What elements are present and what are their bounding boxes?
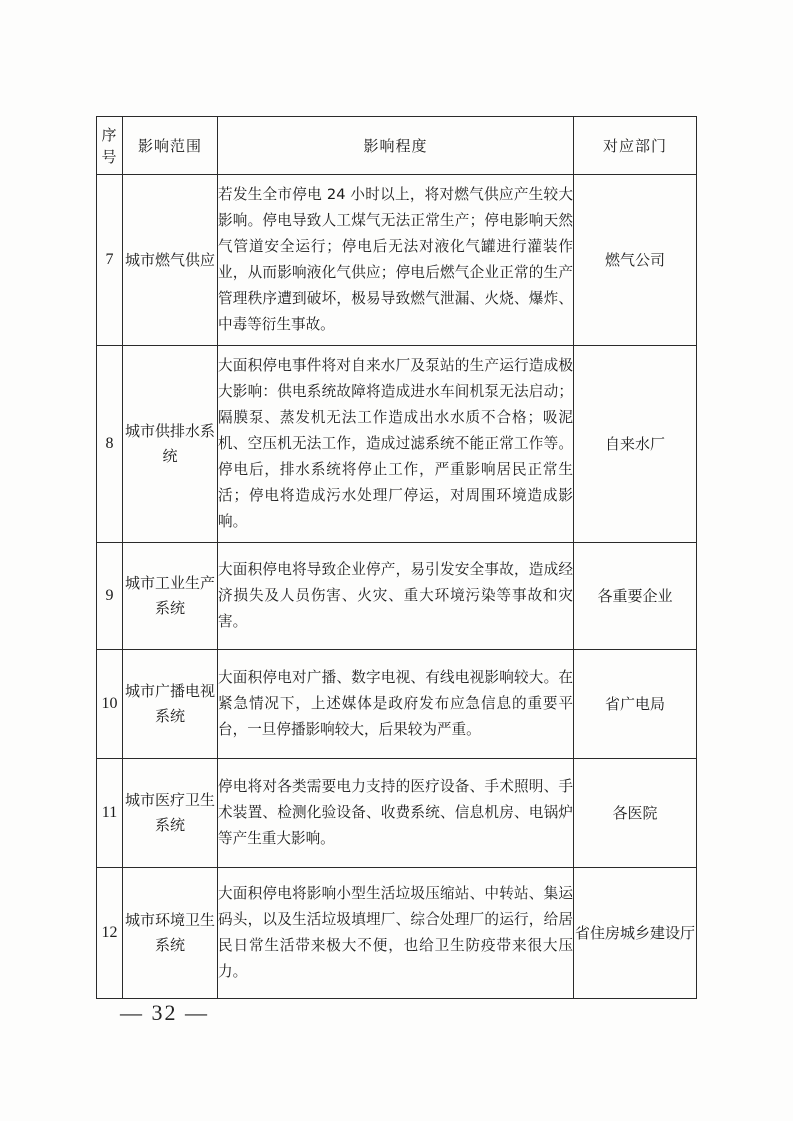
row-dept: 省住房城乡建设厅 xyxy=(574,868,697,999)
page-number: — 32 — xyxy=(120,1000,209,1025)
row-degree: 停电将对各类需要电力支持的医疗设备、手术照明、手术装置、检测化验设备、收费系统、信息机房、电锅炉等产生重大影响。 xyxy=(218,759,574,868)
row-scope: 城市环境卫生系统 xyxy=(123,868,218,999)
row-scope: 城市工业生产系统 xyxy=(123,543,218,650)
row-no: 7 xyxy=(97,175,123,346)
header-dept: 对应部门 xyxy=(574,117,697,175)
row-scope: 城市广播电视系统 xyxy=(123,650,218,759)
row-degree: 大面积停电对广播、数字电视、有线电视影响较大。在紧急情况下，上述媒体是政府发布应急信息的重要平台，一旦停播影响较大，后果较为严重。 xyxy=(218,650,574,759)
row-no: 12 xyxy=(97,868,123,999)
row-degree: 若发生全市停电 24 小时以上，将对燃气供应产生较大影响。停电导致人工煤气无法正常生产；停电影响天然气管道安全运行；停电后无法对液化气罐进行灌装作业，从而影响液化气供应；停电后燃气企业正常的生产管理秩序遭到破坏，极易导致燃气泄漏、火烧、爆炸、中毒等衍生事故。 xyxy=(218,175,574,346)
row-dept: 各医院 xyxy=(574,759,697,868)
row-dept: 各重要企业 xyxy=(574,543,697,650)
row-degree: 大面积停电将导致企业停产，易引发安全事故，造成经济损失及人员伤害、火灾、重大环境污染等事故和灾害。 xyxy=(218,543,574,650)
row-scope: 城市医疗卫生系统 xyxy=(123,759,218,868)
row-degree: 大面积停电将影响小型生活垃圾压缩站、中转站、集运码头，以及生活垃圾填埋厂、综合处理厂的运行，给居民日常生活带来极大不便，也给卫生防疫带来很大压力。 xyxy=(218,868,574,999)
table-header-row xyxy=(97,117,697,175)
row-no: 8 xyxy=(97,346,123,543)
row-dept: 自来水厂 xyxy=(574,346,697,543)
header-no: 序号 xyxy=(97,117,123,175)
row-dept: 省广电局 xyxy=(574,650,697,759)
table-row xyxy=(97,543,697,650)
row-scope: 城市燃气供应 xyxy=(123,175,218,346)
row-no: 9 xyxy=(97,543,123,650)
row-no: 10 xyxy=(97,650,123,759)
header-degree: 影响程度 xyxy=(218,117,574,175)
table-row xyxy=(97,650,697,759)
table-row xyxy=(97,759,697,868)
table-row xyxy=(97,868,697,999)
table-row xyxy=(97,175,697,346)
table-row xyxy=(97,346,697,543)
row-scope: 城市供排水系统 xyxy=(123,346,218,543)
row-degree: 大面积停电事件将对自来水厂及泵站的生产运行造成极大影响：供电系统故障将造成进水车间机泵无法启动；隔膜泵、蒸发机无法工作造成出水水质不合格；吸泥机、空压机无法工作，造成过滤系统不能正常工作等。停电后，排水系统将停止工作，严重影响居民正常生活；停电将造成污水处理厂停运，对周围环境造成影响。 xyxy=(218,346,574,543)
impact-table xyxy=(96,116,697,999)
header-scope: 影响范围 xyxy=(123,117,218,175)
row-dept: 燃气公司 xyxy=(574,175,697,346)
row-no: 11 xyxy=(97,759,123,868)
